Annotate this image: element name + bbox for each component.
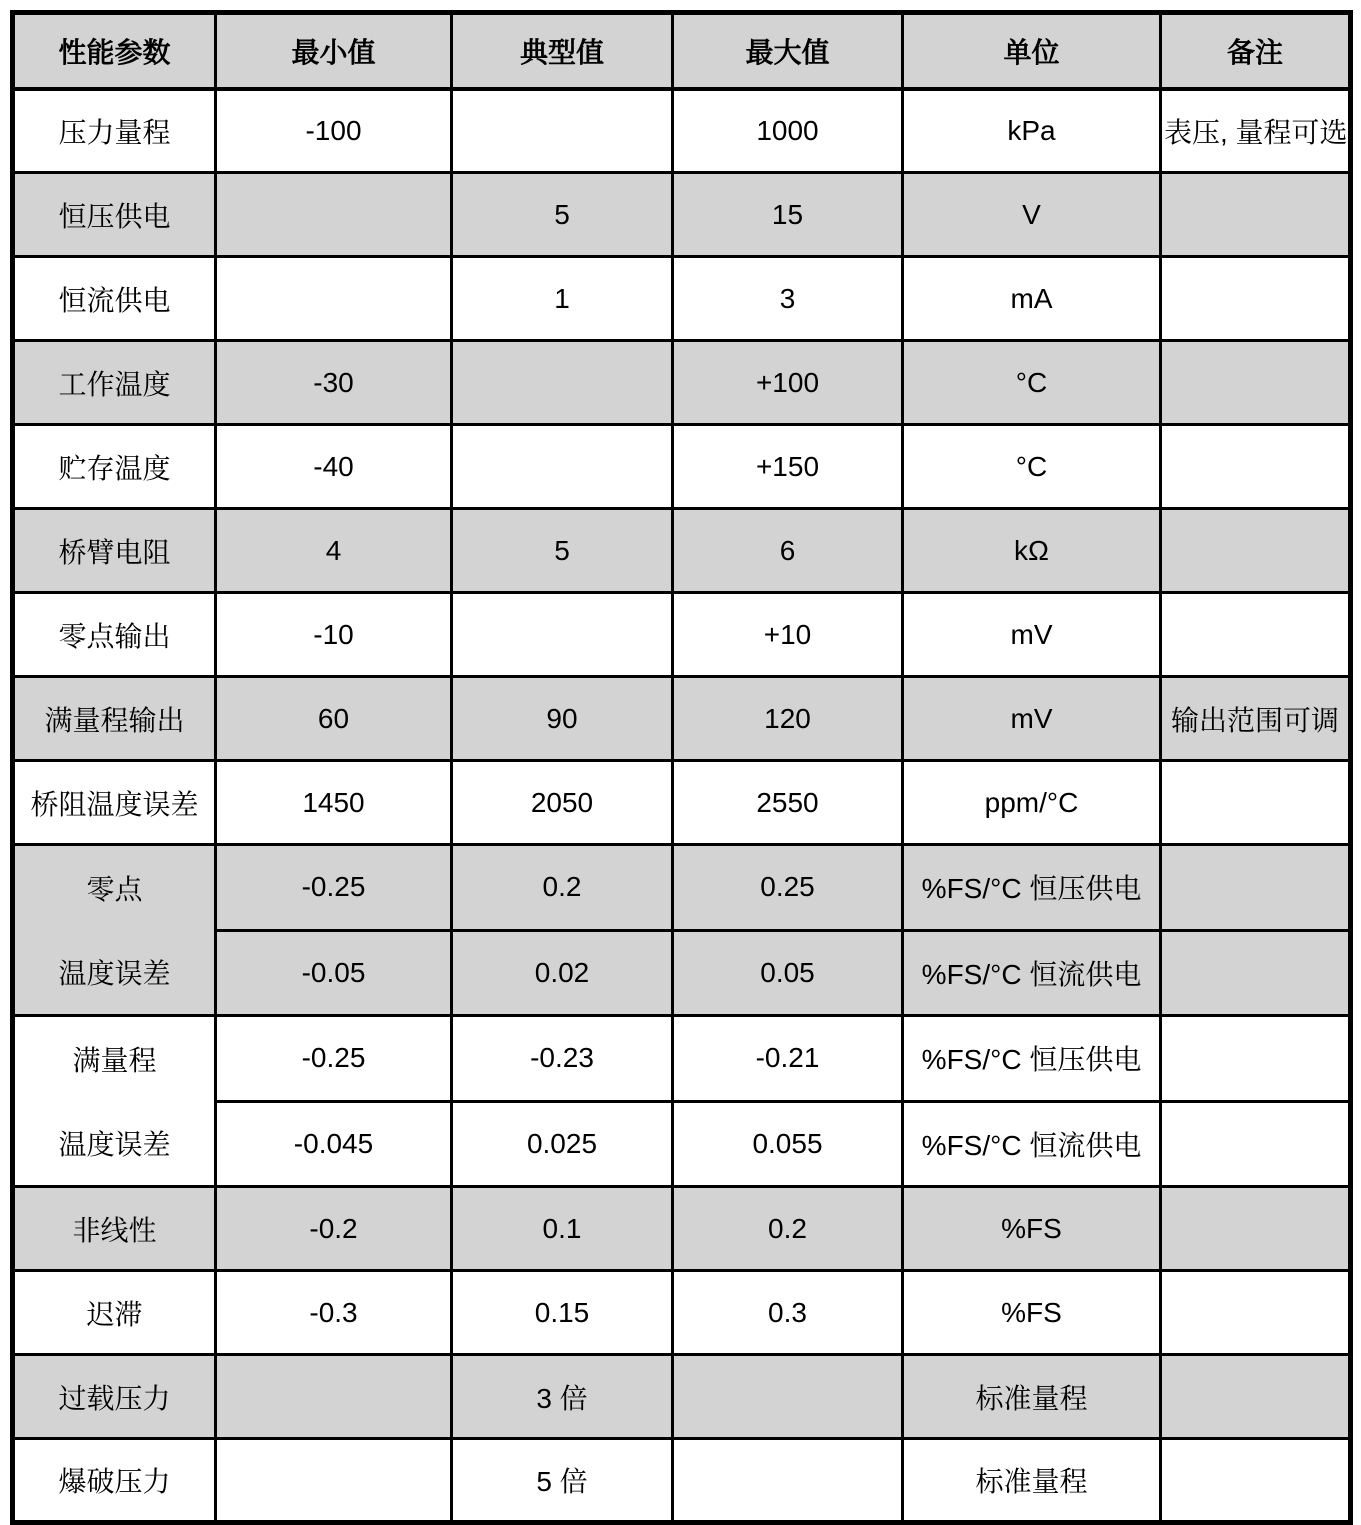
- max-cell: +150: [673, 425, 903, 509]
- min-cell: -0.05: [216, 930, 452, 1016]
- min-cell: -30: [216, 341, 452, 425]
- note-cell: [1161, 425, 1351, 509]
- max-cell: 0.25: [673, 845, 903, 931]
- col-header-min: 最小值: [216, 13, 452, 89]
- min-cell: 4: [216, 509, 452, 593]
- max-cell: 2550: [673, 761, 903, 845]
- typ-cell: 0.025: [452, 1101, 673, 1187]
- typ-cell: 0.1: [452, 1187, 673, 1271]
- table-row: [13, 761, 1351, 845]
- note-cell: [1161, 257, 1351, 341]
- param-cell: 迟滞: [13, 1271, 216, 1355]
- typ-cell: 5: [452, 509, 673, 593]
- typ-cell: [452, 425, 673, 509]
- table-row: [13, 1355, 1351, 1439]
- typ-cell: 5: [452, 173, 673, 257]
- param-cell: 恒压供电: [13, 173, 216, 257]
- unit-cell: V: [903, 173, 1161, 257]
- max-cell: +100: [673, 341, 903, 425]
- max-cell: [673, 1355, 903, 1439]
- typ-cell: -0.23: [452, 1016, 673, 1102]
- table-row: [13, 257, 1351, 341]
- param-cell: 非线性: [13, 1187, 216, 1271]
- unit-cell: ppm/°C: [903, 761, 1161, 845]
- note-cell: [1161, 173, 1351, 257]
- note-cell: [1161, 761, 1351, 845]
- table-row: [13, 593, 1351, 677]
- typ-cell: [452, 341, 673, 425]
- param-line: 零点: [86, 874, 143, 905]
- param-cell: 满量程输出: [13, 677, 216, 761]
- note-cell: [1161, 1101, 1351, 1187]
- col-header-param: 性能参数: [13, 13, 216, 89]
- unit-cell: 标准量程: [903, 1355, 1161, 1439]
- min-cell: -0.2: [216, 1187, 452, 1271]
- param-cell: 过载压力: [13, 1355, 216, 1439]
- param-cell-merged: [13, 1016, 216, 1187]
- note-cell: [1161, 1355, 1351, 1439]
- typ-cell: 3 倍: [452, 1355, 673, 1439]
- table-row: [13, 509, 1351, 593]
- col-header-unit: 单位: [903, 13, 1161, 89]
- note-cell: [1161, 509, 1351, 593]
- unit-cell: mV: [903, 677, 1161, 761]
- unit-cell: %FS: [903, 1271, 1161, 1355]
- param-line: 满量程: [72, 1045, 157, 1076]
- unit-cell: kΩ: [903, 509, 1161, 593]
- unit-cell: mA: [903, 257, 1161, 341]
- max-cell: -0.21: [673, 1016, 903, 1102]
- typ-cell: [452, 593, 673, 677]
- max-cell: 1000: [673, 89, 903, 173]
- typ-cell: 1: [452, 257, 673, 341]
- note-cell: [1161, 845, 1351, 931]
- unit-cell: %FS: [903, 1187, 1161, 1271]
- param-cell: 桥阻温度误差: [13, 761, 216, 845]
- unit-cell: °C: [903, 341, 1161, 425]
- min-cell: 60: [216, 677, 452, 761]
- max-cell: 0.05: [673, 930, 903, 1016]
- param-cell: 桥臂电阻: [13, 509, 216, 593]
- unit-cell: °C: [903, 425, 1161, 509]
- min-cell: 1450: [216, 761, 452, 845]
- param-cell-merged: [13, 845, 216, 1016]
- param-cell: 爆破压力: [13, 1439, 216, 1523]
- col-header-typ: 典型值: [452, 13, 673, 89]
- note-cell: 表压, 量程可选: [1161, 89, 1351, 173]
- note-cell: [1161, 593, 1351, 677]
- min-cell: [216, 173, 452, 257]
- table-row: [13, 1187, 1351, 1271]
- typ-cell: 0.15: [452, 1271, 673, 1355]
- table-row: [13, 1016, 1351, 1102]
- unit-cell: kPa: [903, 89, 1161, 173]
- param-cell: 贮存温度: [13, 425, 216, 509]
- table-row: [13, 173, 1351, 257]
- max-cell: 6: [673, 509, 903, 593]
- min-cell: -0.3: [216, 1271, 452, 1355]
- typ-cell: 0.02: [452, 930, 673, 1016]
- table-row: [13, 1271, 1351, 1355]
- param-line: 温度误差: [58, 958, 171, 989]
- min-cell: -10: [216, 593, 452, 677]
- param-cell: 工作温度: [13, 341, 216, 425]
- max-cell: +10: [673, 593, 903, 677]
- typ-cell: 5 倍: [452, 1439, 673, 1523]
- header-row: [13, 13, 1351, 89]
- table-row: [13, 845, 1351, 931]
- min-cell: -0.25: [216, 1016, 452, 1102]
- table-row: [13, 341, 1351, 425]
- col-header-note: 备注: [1161, 13, 1351, 89]
- note-cell: [1161, 1187, 1351, 1271]
- param-line: 温度误差: [58, 1129, 171, 1160]
- table-row: [13, 677, 1351, 761]
- note-cell: [1161, 1016, 1351, 1102]
- typ-cell: 0.2: [452, 845, 673, 931]
- max-cell: 0.3: [673, 1271, 903, 1355]
- unit-cell: %FS/°C 恒流供电: [903, 930, 1161, 1016]
- param-cell: 压力量程: [13, 89, 216, 173]
- min-cell: -0.25: [216, 845, 452, 931]
- typ-cell: 2050: [452, 761, 673, 845]
- min-cell: [216, 1439, 452, 1523]
- param-cell: 零点输出: [13, 593, 216, 677]
- min-cell: -0.045: [216, 1101, 452, 1187]
- table-row: [13, 425, 1351, 509]
- unit-cell: %FS/°C 恒压供电: [903, 1016, 1161, 1102]
- note-cell: [1161, 1439, 1351, 1523]
- table-row: [13, 1439, 1351, 1523]
- max-cell: 0.055: [673, 1101, 903, 1187]
- unit-cell: 标准量程: [903, 1439, 1161, 1523]
- table-row: [13, 89, 1351, 173]
- note-cell: [1161, 341, 1351, 425]
- max-cell: 15: [673, 173, 903, 257]
- min-cell: -40: [216, 425, 452, 509]
- max-cell: [673, 1439, 903, 1523]
- col-header-max: 最大值: [673, 13, 903, 89]
- unit-cell: mV: [903, 593, 1161, 677]
- min-cell: [216, 257, 452, 341]
- min-cell: [216, 1355, 452, 1439]
- unit-cell: %FS/°C 恒流供电: [903, 1101, 1161, 1187]
- spec-table: [10, 10, 1353, 1525]
- typ-cell: [452, 89, 673, 173]
- typ-cell: 90: [452, 677, 673, 761]
- param-cell: 恒流供电: [13, 257, 216, 341]
- max-cell: 120: [673, 677, 903, 761]
- note-cell: [1161, 1271, 1351, 1355]
- note-cell: 输出范围可调: [1161, 677, 1351, 761]
- max-cell: 3: [673, 257, 903, 341]
- note-cell: [1161, 930, 1351, 1016]
- min-cell: -100: [216, 89, 452, 173]
- max-cell: 0.2: [673, 1187, 903, 1271]
- unit-cell: %FS/°C 恒压供电: [903, 845, 1161, 931]
